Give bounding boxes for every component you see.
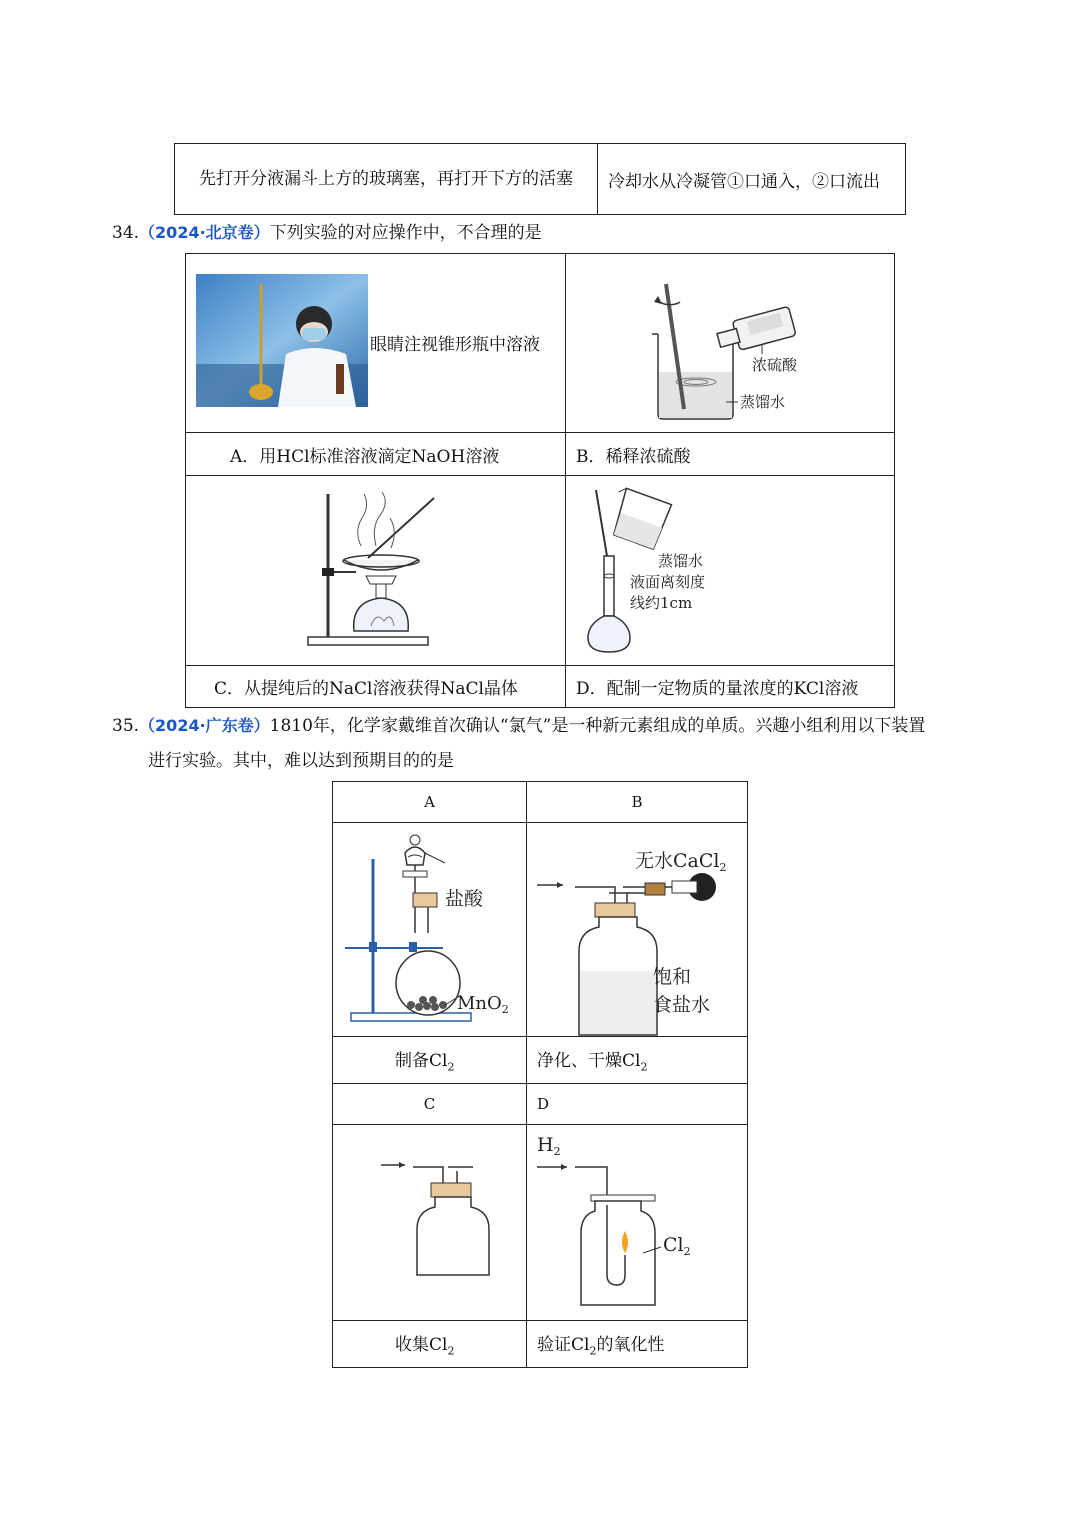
question-35-stem — [112, 711, 925, 736]
q35-cell-a-image — [333, 823, 527, 1037]
option-c: C．从提纯后的NaCl溶液获得NaCl晶体 — [186, 665, 566, 707]
label-saturated: 饱和 — [653, 966, 692, 988]
label-level-1: 液面离刻度 — [630, 573, 706, 592]
question-35-stem-2: 进行实验。其中，难以达到预期目的的是 — [148, 751, 454, 771]
evaporation-diagram — [186, 476, 564, 665]
label-hydrochloric-acid: 盐酸 — [445, 888, 484, 910]
q34-cell-b-image — [566, 254, 895, 433]
question-source: （2024·广东卷） — [139, 716, 270, 735]
question-number: 34. — [112, 223, 140, 243]
hydrogen-combustion-diagram — [527, 1125, 747, 1321]
label-anhydrous-cacl2: 无水CaCl$_2$ — [635, 850, 727, 874]
q34-cell-a-image — [186, 254, 566, 433]
q34-cell-c-image — [186, 476, 566, 665]
q34-table — [185, 253, 895, 708]
label-conc-acid: 浓硫酸 — [752, 356, 798, 374]
q35-table — [332, 781, 748, 1368]
chlorine-generator-diagram — [333, 823, 525, 1036]
gas-collection-diagram — [333, 1125, 525, 1321]
dilution-diagram — [566, 254, 896, 433]
label-mno2: MnO$_2$ — [457, 993, 509, 1016]
top-table-right: 冷却水从冷凝管①口通入，②口流出 — [598, 144, 906, 215]
top-table-left: 先打开分液漏斗上方的玻璃塞，再打开下方的活塞 — [175, 144, 598, 215]
option-b: B．稀释浓硫酸 — [566, 433, 895, 476]
header-b: B — [527, 782, 748, 823]
label-distilled-water-d: 蒸馏水 — [658, 552, 704, 571]
top-table — [174, 143, 906, 215]
label-distilled-water: 蒸馏水 — [740, 393, 786, 411]
caption-c: 收集$Cl_2$ — [333, 1321, 527, 1368]
volumetric-flask-diagram — [566, 476, 896, 665]
question-text: 下列实验的对应操作中，不合理的是 — [269, 223, 542, 243]
purification-diagram — [527, 823, 747, 1036]
question-text: 1810年，化学家戴维首次确认“氯气”是一种新元素组成的单质。兴趣小组利用以下装置 — [269, 716, 926, 736]
q35-cell-b-image — [527, 823, 748, 1037]
caption-d: 验证$Cl_2$的氧化性 — [527, 1321, 748, 1368]
label-h2: $H_2$ — [537, 1134, 561, 1158]
q35-cell-d-image — [527, 1125, 748, 1321]
option-d: D．配制一定物质的量浓度的KCl溶液 — [566, 665, 895, 707]
label-brine: 食盐水 — [653, 994, 711, 1016]
label-level-2: 线约1cm — [630, 594, 693, 613]
label-cl2: $Cl_2$ — [663, 1234, 691, 1258]
q34-cell-d-image — [566, 476, 895, 665]
photo-caption: 眼睛注视锥形瓶中溶液 — [370, 335, 540, 355]
caption-a: 制备$Cl_2$ — [333, 1037, 527, 1084]
header-a: A — [333, 782, 527, 823]
caption-b: 净化、干燥$Cl_2$ — [527, 1037, 748, 1084]
question-source: （2024·北京卷） — [139, 223, 270, 242]
header-d: D — [527, 1084, 748, 1125]
question-number: 35. — [112, 716, 140, 736]
option-a: A．用HCl标准溶液滴定NaOH溶液 — [186, 433, 566, 476]
question-34-stem — [112, 218, 542, 243]
header-c: C — [333, 1084, 527, 1125]
q35-cell-c-image — [333, 1125, 527, 1321]
